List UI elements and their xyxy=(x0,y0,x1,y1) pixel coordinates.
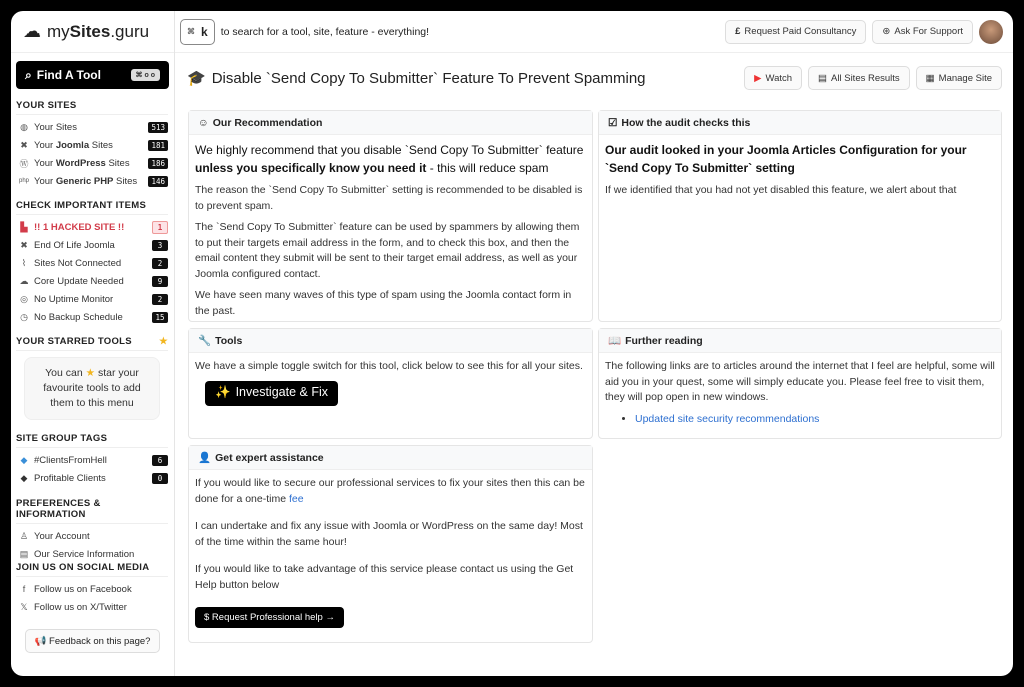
count-badge: 186 xyxy=(148,158,168,169)
paragraph: The `Send Copy To Submitter` feature can be used by spammers by allowing them to put their targets email address in the form, and to check this box, and then the email content they submit will be sent to their target email address, as well as your Joomla configured contact. xyxy=(195,221,580,280)
card-header: ☑ How the audit checks this xyxy=(599,111,1001,135)
fee-link[interactable]: fee xyxy=(288,492,304,505)
joomla-icon: ✖ xyxy=(20,239,28,250)
section-heading: CHECK IMPORTANT ITEMS xyxy=(16,200,168,215)
youtube-icon: ▶ xyxy=(754,72,762,84)
tools-card xyxy=(188,328,593,439)
section-heading: SITE GROUP TAGS xyxy=(16,433,168,448)
wordpress-icon: Ⓦ xyxy=(19,158,29,169)
smile-icon: ☺ xyxy=(198,116,209,129)
sidebar-item-account[interactable] xyxy=(16,527,168,545)
your-sites-section xyxy=(16,100,168,190)
label: Investigate & Fix xyxy=(235,385,328,400)
paragraph: We have a simple toggle switch for this tool, click below to see this for all your sites. xyxy=(195,360,583,372)
sidebar-item-php-sites[interactable] xyxy=(16,172,168,190)
top-bar xyxy=(175,11,1013,53)
starred-tools-section xyxy=(16,336,168,426)
book-icon: 📖 xyxy=(608,335,622,347)
request-professional-help-button[interactable] xyxy=(195,607,344,628)
joomla-icon: ✖ xyxy=(20,139,28,150)
all-sites-results-button[interactable] xyxy=(808,66,910,90)
megaphone-icon: 📢 xyxy=(34,635,47,647)
label: Your WordPress Sites xyxy=(34,157,130,169)
recommendation-card xyxy=(188,110,593,322)
count-badge: 9 xyxy=(152,276,168,287)
card-header: 📖 Further reading xyxy=(599,329,1001,353)
label: Profitable Clients xyxy=(34,472,106,484)
sidebar-item-joomla-sites[interactable] xyxy=(16,136,168,154)
label: Manage Site xyxy=(938,72,992,84)
feedback-label: Feedback on this page? xyxy=(49,635,151,647)
audit-card xyxy=(598,110,1002,322)
further-reading-card xyxy=(598,328,1002,439)
facebook-icon: f xyxy=(22,584,26,594)
paragraph: If you would like to secure our professional services to fix your sites then this can be done for a one-time fee xyxy=(195,477,585,505)
alert-building-icon: ▙ xyxy=(20,221,28,232)
php-icon: php xyxy=(19,178,30,184)
label: !! 1 HACKED SITE !! xyxy=(34,221,125,233)
starred-empty-message: You can ★ star your favourite tools to add them to this menu xyxy=(24,357,160,420)
cloud-logo-icon: ☁ xyxy=(23,21,41,41)
sidebar-item-not-connected[interactable] xyxy=(16,254,168,272)
label: No Uptime Monitor xyxy=(34,293,114,305)
count-badge: 2 xyxy=(152,294,168,305)
clock-icon: ◷ xyxy=(20,311,28,322)
count-badge: 146 xyxy=(148,176,168,187)
section-heading: PREFERENCES & INFORMATION xyxy=(16,498,168,524)
tags-section xyxy=(16,433,168,487)
label: Request Paid Consultancy xyxy=(744,26,857,37)
label: Your Joomla Sites xyxy=(34,139,113,151)
check-items-section xyxy=(16,200,168,326)
sidebar-item-core-update[interactable] xyxy=(16,272,168,290)
social-section xyxy=(16,562,168,616)
logo[interactable] xyxy=(11,11,174,53)
sidebar-item-uptime[interactable] xyxy=(16,290,168,308)
sidebar-item-hacked-site[interactable] xyxy=(16,218,168,236)
command-icon: ⌘ xyxy=(187,27,195,36)
page-actions xyxy=(744,66,1002,90)
count-badge: 2 xyxy=(152,258,168,269)
tag-icon: ◆ xyxy=(20,472,28,483)
section-heading: JOIN US ON SOCIAL MEDIA xyxy=(16,562,168,577)
twitter-link[interactable] xyxy=(16,598,168,616)
label: Follow us on Facebook xyxy=(34,583,132,595)
count-badge: 6 xyxy=(152,455,168,466)
target-icon: ◎ xyxy=(20,293,28,304)
ask-support-button[interactable] xyxy=(872,20,973,44)
manage-site-button[interactable] xyxy=(916,66,1002,90)
find-tool-button[interactable] xyxy=(16,61,169,89)
pound-icon: £ xyxy=(735,26,741,37)
expert-card xyxy=(188,445,593,643)
section-heading: YOUR STARRED TOOLS ★ xyxy=(16,336,168,351)
wifi-off-icon: ⌇ xyxy=(21,257,27,268)
avatar[interactable] xyxy=(979,20,1003,44)
star-icon: ★ xyxy=(85,367,96,379)
tag-icon: ◆ xyxy=(20,454,28,465)
search-shortcut[interactable] xyxy=(180,19,215,45)
globe-icon: ◍ xyxy=(20,121,28,132)
wrench-icon: 🔧 xyxy=(198,335,212,347)
label: $ Request Professional help → xyxy=(204,611,335,623)
count-badge: 15 xyxy=(152,312,168,323)
count-badge: 3 xyxy=(152,240,168,251)
paragraph: We have seen many waves of this type of spam using the Joomla contact form in the past. xyxy=(195,289,572,317)
star-icon: ★ xyxy=(159,336,168,347)
label: Our Service Information xyxy=(34,548,135,560)
audit-lead: Our audit looked in your Joomla Articles Configuration for your `Send Copy To Submitter` setting xyxy=(605,143,967,175)
section-heading: YOUR SITES xyxy=(16,100,168,115)
reading-link[interactable]: Updated site security recommendations xyxy=(635,412,820,425)
page-title: 🎓 Disable `Send Copy To Submitter` Feature To Prevent Spamming xyxy=(187,69,646,87)
sidebar-item-backup[interactable] xyxy=(16,308,168,326)
label: Ask For Support xyxy=(894,26,963,37)
find-tool-label: Find A Tool xyxy=(36,68,101,82)
sidebar-item-wordpress-sites[interactable] xyxy=(16,154,168,172)
lifebuoy-icon: ⊛ xyxy=(882,26,891,37)
label: Your Sites xyxy=(34,121,77,133)
sidebar-item-your-sites[interactable] xyxy=(16,118,168,136)
preferences-section xyxy=(16,498,168,563)
watch-button[interactable] xyxy=(744,66,802,90)
paragraph: If we identified that you had not yet disabled this feature, we alert about that xyxy=(605,184,957,196)
label: All Sites Results xyxy=(831,72,900,84)
paragraph: The following links are to articles around the internet that I feel are helpful, some will aid you in your quest, some will simply educate you. Please feel free to visit them, they will pop open in new windows. xyxy=(605,360,995,403)
label: #ClientsFromHell xyxy=(34,454,107,466)
count-badge: 513 xyxy=(148,122,168,133)
cloud-upload-icon: ☁ xyxy=(19,275,29,286)
investigate-fix-button[interactable] xyxy=(205,381,338,406)
tag-clients-from-hell[interactable] xyxy=(16,451,168,469)
keyboard-shortcut: ⌘ o o xyxy=(131,69,160,81)
label: No Backup Schedule xyxy=(34,311,123,323)
recommendation-lead: We highly recommend that you disable `Send Copy To Submitter` feature unless you specifically know you need it - this will reduce spam xyxy=(195,143,584,175)
x-twitter-icon: 𝕏 xyxy=(20,601,28,612)
user-tie-icon: 👤 xyxy=(198,452,212,464)
feedback-button[interactable] xyxy=(25,629,160,653)
request-consultancy-button[interactable] xyxy=(725,20,866,44)
count-badge: 181 xyxy=(148,140,168,151)
checkbox-icon: ☑ xyxy=(608,116,618,129)
paragraph: I can undertake and fix any issue with Joomla or WordPress on the same day! Most of the time within the same hour! xyxy=(195,520,583,548)
list-icon: ▤ xyxy=(818,72,828,84)
brand: mySites.guru xyxy=(47,21,150,41)
count-badge: 1 xyxy=(152,221,168,234)
facebook-link[interactable] xyxy=(16,580,168,598)
paragraph: If you would like to take advantage of this service please contact us using the Get Help button below xyxy=(195,563,574,591)
card-header: 👤 Get expert assistance xyxy=(189,446,592,470)
clipboard-icon: ▤ xyxy=(19,548,29,559)
paragraph: The reason the `Send Copy To Submitter` setting is recommended to be disabled is to prevent spam. xyxy=(195,184,583,212)
sidebar xyxy=(11,11,175,676)
user-icon: ♙ xyxy=(19,530,29,541)
label: Your Account xyxy=(34,530,90,542)
search-icon: ⌕ xyxy=(25,67,32,82)
manage-icon: ▦ xyxy=(925,72,935,84)
app-window xyxy=(11,11,1013,676)
label: Follow us on X/Twitter xyxy=(34,601,127,613)
card-header: ☺ Our Recommendation xyxy=(189,111,592,135)
label: Your Generic PHP Sites xyxy=(34,175,138,187)
label: End Of Life Joomla xyxy=(34,239,115,251)
label: Core Update Needed xyxy=(34,275,124,287)
sidebar-item-end-of-life[interactable] xyxy=(16,236,168,254)
card-header: 🔧 Tools xyxy=(189,329,592,353)
search-hint[interactable]: to search for a tool, site, feature - everything! xyxy=(220,25,430,38)
label: Sites Not Connected xyxy=(34,257,122,269)
count-badge: 0 xyxy=(152,473,168,484)
label: Watch xyxy=(765,72,793,84)
sidebar-item-service-info[interactable] xyxy=(16,545,168,563)
shortcut-key: k xyxy=(201,24,208,39)
tag-profitable-clients[interactable] xyxy=(16,469,168,487)
graduation-cap-icon: 🎓 xyxy=(187,70,206,87)
magic-wand-icon: ✨ xyxy=(215,385,231,400)
